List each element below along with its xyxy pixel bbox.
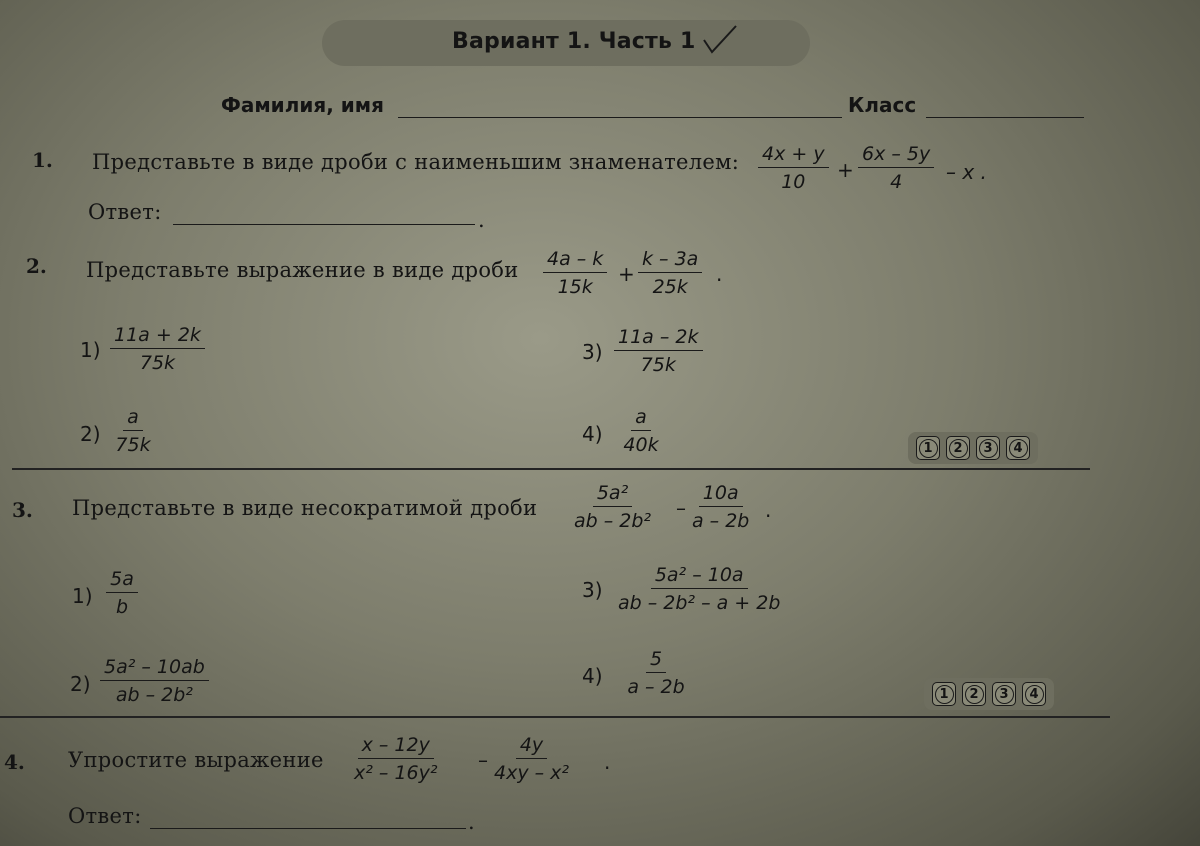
q3-choice-1[interactable]: 1	[932, 682, 956, 706]
q2-option-2-denominator: 75k	[115, 434, 151, 456]
q3-minus: –	[676, 496, 686, 520]
q2-option-3-denominator: 75k	[640, 354, 676, 376]
q2-option-1-numerator: 11a + 2k	[110, 324, 205, 349]
q1-answer-dot: .	[478, 208, 485, 232]
q3-option-4-fraction[interactable]	[622, 648, 690, 698]
q4-fraction-1-denominator: x² – 16y²	[354, 762, 438, 784]
q4-tail: .	[604, 750, 611, 774]
q3-option-4-numerator: 5	[646, 648, 666, 673]
q3-option-2-numerator: 5a² – 10ab	[100, 656, 209, 681]
q3-option-1-numerator: 5a	[106, 568, 138, 593]
q3-option-4-label: 4)	[582, 664, 603, 688]
q2-option-3-numerator: 11a – 2k	[614, 326, 703, 351]
q2-option-1-label: 1)	[80, 338, 101, 362]
q2-option-4-denominator: 40k	[623, 434, 659, 456]
q1-plus: +	[837, 158, 854, 182]
q3-choice-3[interactable]: 3	[992, 682, 1016, 706]
name-label: Фамилия, имя	[221, 93, 384, 117]
q2-option-2-label: 2)	[80, 422, 101, 446]
q1-fraction-2-denominator: 4	[890, 171, 903, 193]
q2-tail: .	[716, 262, 723, 286]
q3-choice-4[interactable]: 4	[1022, 682, 1046, 706]
q3-option-2-label: 2)	[70, 672, 91, 696]
q2-choice-1[interactable]: 1	[916, 436, 940, 460]
q2-option-2-numerator: a	[123, 406, 143, 431]
q3-fraction-2	[692, 482, 749, 532]
q3-fraction-1-numerator: 5a²	[593, 482, 632, 507]
checkmark-icon	[700, 22, 740, 56]
q4-text: Упростите выражение	[68, 748, 324, 772]
class-label: Класс	[848, 93, 917, 117]
q2-fraction-2	[638, 248, 702, 298]
q2-choice-4[interactable]: 4	[1006, 436, 1030, 460]
section-divider-2	[0, 716, 1110, 718]
q3-tail: .	[765, 498, 772, 522]
q1-answer-label: Ответ:	[88, 200, 162, 224]
q3-option-1-label: 1)	[72, 584, 93, 608]
q1-fraction-2	[858, 143, 934, 193]
q2-choice-3[interactable]: 3	[976, 436, 1000, 460]
q2-fraction-2-denominator: 25k	[652, 276, 688, 298]
q2-option-1-fraction[interactable]	[110, 324, 205, 374]
q2-text: Представьте выражение в виде дроби	[86, 258, 519, 282]
q4-number: 4.	[4, 750, 25, 774]
q2-number: 2.	[26, 254, 47, 278]
q3-option-3-denominator: ab – 2b² – a + 2b	[618, 592, 781, 614]
q2-option-3-fraction[interactable]	[614, 326, 703, 376]
q1-tail: – x .	[946, 160, 987, 184]
q4-fraction-2-denominator: 4xy – x²	[494, 762, 570, 784]
page-title: Вариант 1. Часть 1	[452, 29, 696, 54]
name-field[interactable]	[398, 117, 842, 118]
q3-option-3-label: 3)	[582, 578, 603, 602]
q2-option-4-label: 4)	[582, 422, 603, 446]
q1-text: Представьте в виде дроби с наименьшим знаменателем:	[92, 150, 740, 174]
q2-fraction-1	[543, 248, 607, 298]
q3-answer-boxes	[924, 678, 1054, 710]
q2-option-4-fraction[interactable]	[618, 406, 664, 456]
q3-option-1-fraction[interactable]	[102, 568, 142, 618]
q3-text: Представьте в виде несократимой дроби	[72, 496, 538, 520]
q3-option-4-denominator: a – 2b	[627, 676, 685, 698]
q1-fraction-1	[758, 143, 829, 193]
q1-number: 1.	[32, 148, 53, 172]
q3-option-3-numerator: 5a² – 10a	[651, 564, 748, 589]
q1-answer-field[interactable]	[173, 224, 475, 225]
q3-option-2-fraction[interactable]	[100, 656, 209, 706]
q4-answer-field[interactable]	[150, 828, 466, 829]
q3-number: 3.	[12, 498, 33, 522]
q3-fraction-2-numerator: 10a	[699, 482, 743, 507]
q4-fraction-2	[494, 734, 569, 784]
q3-option-3-fraction[interactable]	[618, 564, 780, 614]
q3-option-1-denominator: b	[115, 596, 129, 618]
q2-option-1-denominator: 75k	[139, 352, 176, 374]
class-field[interactable]	[926, 117, 1084, 118]
q2-fraction-1-denominator: 15k	[557, 276, 593, 298]
q1-fraction-1-denominator: 10	[781, 171, 806, 193]
q2-fraction-1-numerator: 4a – k	[543, 248, 607, 273]
q3-fraction-1-denominator: ab – 2b²	[574, 510, 652, 532]
q4-fraction-2-numerator: 4y	[516, 734, 547, 759]
q2-choice-2[interactable]: 2	[946, 436, 970, 460]
q3-choice-2[interactable]: 2	[962, 682, 986, 706]
q1-fraction-1-numerator: 4x + y	[758, 143, 829, 168]
q4-minus: –	[478, 748, 488, 772]
q1-fraction-2-numerator: 6x – 5y	[858, 143, 934, 168]
q2-option-2-fraction[interactable]	[110, 406, 156, 456]
q4-fraction-1	[354, 734, 437, 784]
q4-answer-dot: .	[468, 810, 475, 834]
q3-option-2-denominator: ab – 2b²	[115, 684, 193, 706]
q4-answer-label: Ответ:	[68, 804, 142, 828]
q2-option-4-numerator: a	[631, 406, 651, 431]
q3-fraction-2-denominator: a – 2b	[692, 510, 750, 532]
q2-option-3-label: 3)	[582, 340, 603, 364]
q2-fraction-2-numerator: k – 3a	[638, 248, 702, 273]
q3-fraction-1	[574, 482, 651, 532]
q4-fraction-1-numerator: x – 12y	[358, 734, 434, 759]
q2-plus: +	[618, 262, 635, 286]
q2-answer-boxes	[908, 432, 1038, 464]
section-divider	[12, 468, 1090, 470]
